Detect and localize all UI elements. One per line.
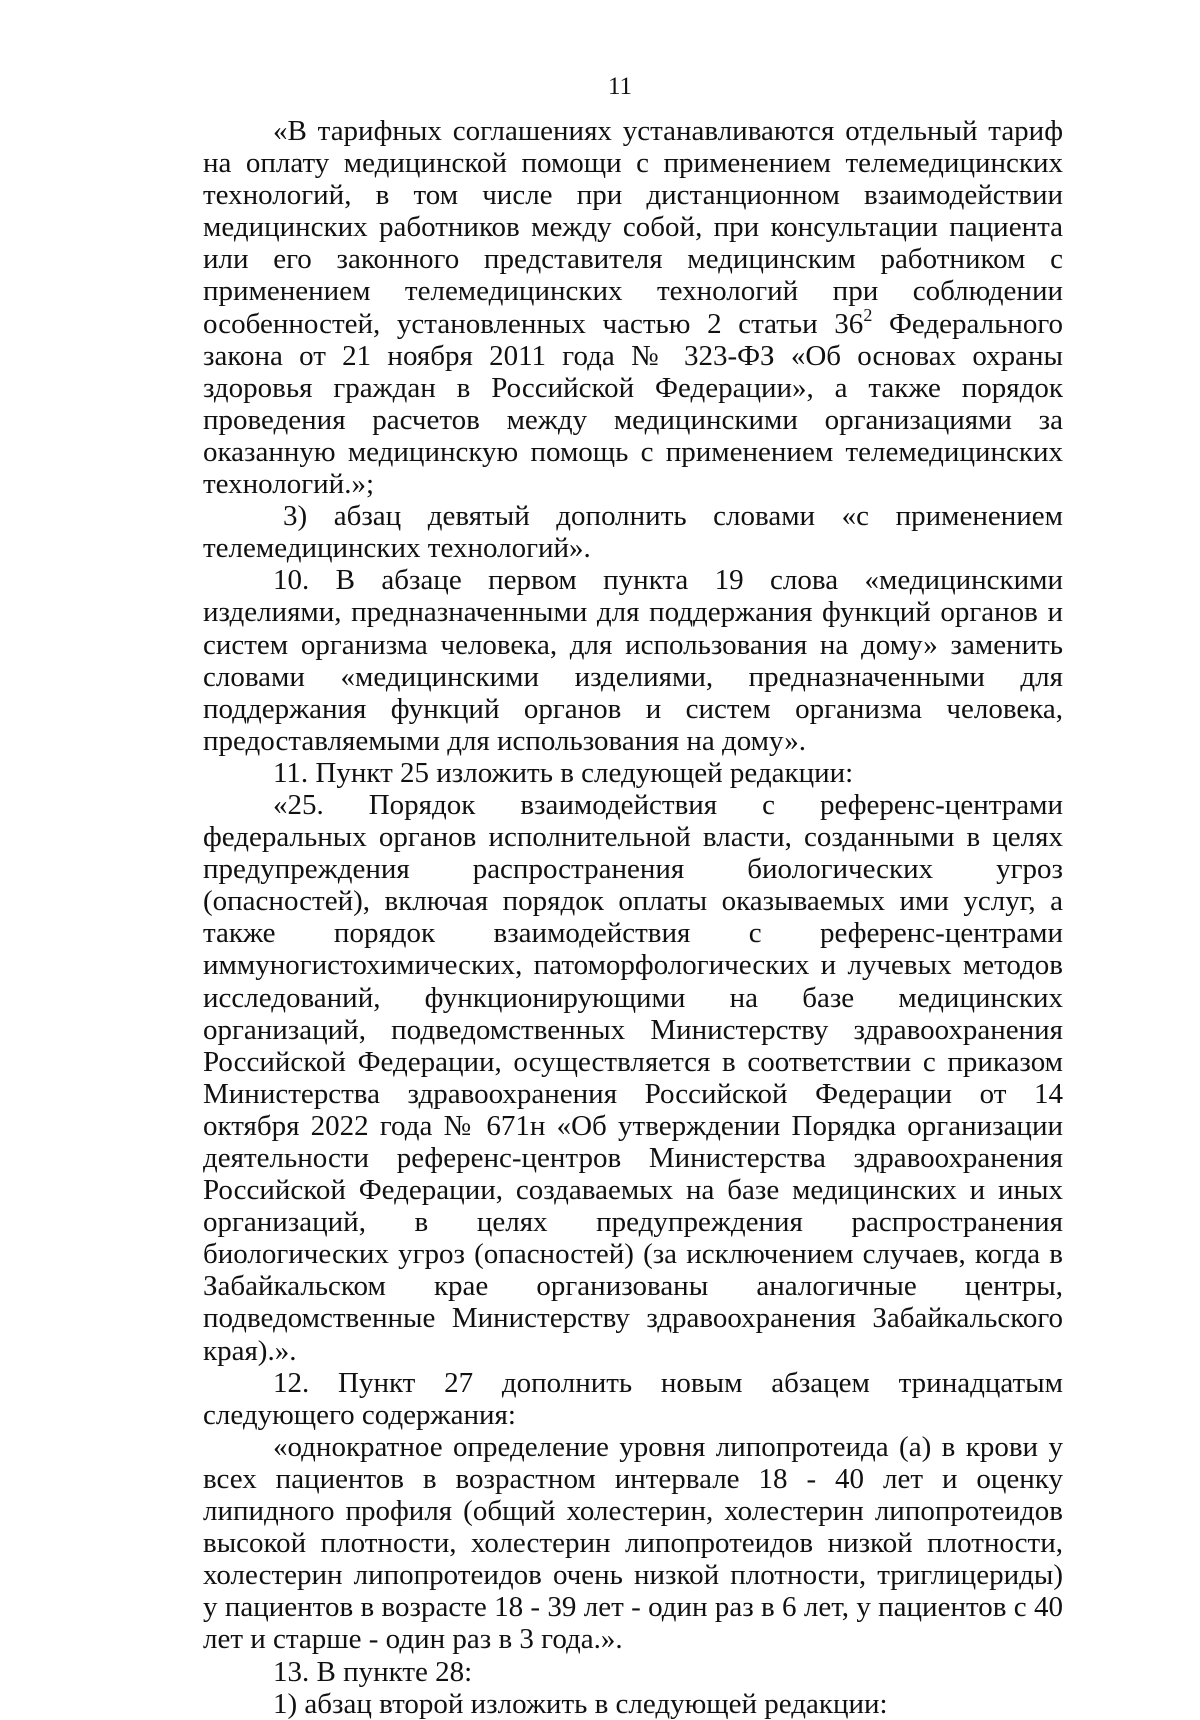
paragraph-item-3: 3) абзац девятый дополнить словами «с применением телемедицинских технологий». [203,500,1063,565]
paragraph-text: «В тарифных соглашениях устанавливаются отдельный тариф на оплату медицинской помощи с применением телемедицинских технологий, в том числе при дистанционном взаимодействии медицинских работников между собой, при консультации пациента или его законного представителя медицинским работником с применением телемедицинских технологий при соблюдении особенностей, установленных частью 2 статьи 36 [203,115,1063,340]
page-number: 11 [607,73,633,100]
paragraph-clause-25: «25. Порядок взаимодействия с референс-центрами федеральных органов исполнительной власти, созданными в целях предупреждения распространения биологических угроз (опасностей), включая порядок оплаты оказываемых ими услуг, а также порядок взаимодействия с референс-центрами иммуногистохимических, патоморфологических и лучевых методов исследований, функционирующими на базе медицинских организаций, подведомственных Министерству здравоохранения Российской Федерации, осуществляется в соответствии с приказом Министерства здравоохранения Российской Федерации от 14 октября 2022 года № 671н «Об утверждении Порядка организации деятельности референс-центров Министерства здравоохранения Российской Федерации, создаваемых на базе медицинских и иных организаций, в целях предупреждения распространения биологических угроз (опасностей) (за исключением случаев, когда в Забайкальском крае организованы аналогичные центры, подведомственные Министерству здравоохранения Забайкальского края).». [203,788,1063,1367]
paragraph-item-13: 13. В пункте 28: [273,1655,473,1688]
paragraph-item-11: 11. Пункт 25 изложить в следующей редакции: [273,756,854,789]
paragraph-text-continued: Федерального закона от 21 ноября 2011 года № 323-ФЗ «Об основах охраны здоровья граждан в Российской Федерации», а также порядок проведения расчетов между медицинскими организациями за оказанную медицинскую помощь с применением телемедицинских технологий.»; [203,307,1063,501]
paragraph-tariff-agreements [203,115,1063,500]
paragraph-item-12: 12. Пункт 27 дополнить новым абзацем тринадцатым следующего содержания: [203,1366,1063,1431]
paragraph-lipoprotein: «однократное определение уровня липопротеида (а) в крови у всех пациентов в возрастном интервале 18 - 40 лет и оценку липидного профиля (общий холестерин, холестерин липопротеидов высокой плотности, холестерин липопротеидов низкой плотности, холестерин липопротеидов очень низкой плотности, триглицериды) у пациентов в возрасте 18 - 39 лет - один раз в 6 лет, у пациентов с 40 лет и старше - один раз в 3 года.». [203,1430,1063,1656]
paragraph-item-10: 10. В абзаце первом пункта 19 слова «медицинскими изделиями, предназначенными для поддержания функций органов и систем организма человека, для использования на дому» заменить словами «медицинскими изделиями, предназначенными для поддержания функций органов и систем организма человека, предоставляемыми для использования на дому». [203,564,1063,757]
document-body [203,115,1063,1720]
paragraph-subitem-1: 1) абзац второй изложить в следующей редакции: [273,1687,888,1720]
superscript-article-number: 2 [863,304,873,325]
